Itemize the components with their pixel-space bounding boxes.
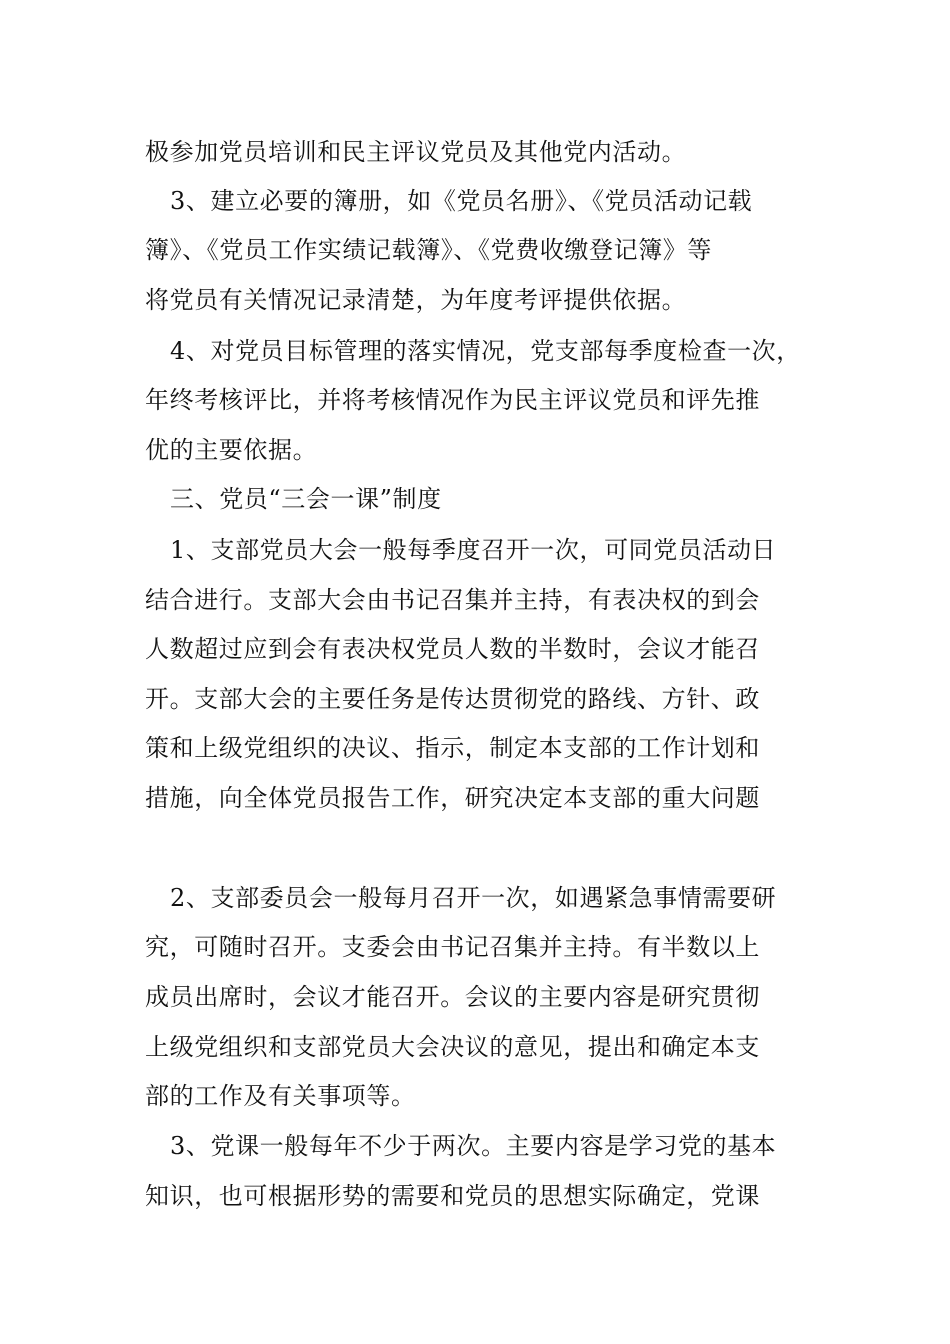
text-line: 簿》、《党员工作实绩记载簿》、《党费收缴登记簿》等 [145,236,712,264]
text-line: 开。支部大会的主要任务是传达贯彻党的路线、方针、政 [145,685,760,713]
text-line: 将党员有关情况记录清楚，为年度考评提供依据。 [145,286,687,314]
text-line: 4、对党员目标管理的落实情况，党支部每季度检查一次， [170,337,801,365]
text-line: 策和上级党组织的决议、指示，制定本支部的工作计划和 [145,734,760,762]
text-line: 部的工作及有关事项等。 [145,1082,416,1110]
text-line: 1、支部党员大会一般每季度召开一次，可同党员活动日 [170,536,777,564]
text-line: 3、建立必要的簿册，如《党员名册》、《党员活动记载 [170,187,753,215]
text-line: 优的主要依据。 [145,436,318,464]
text-line: 措施，向全体党员报告工作，研究决定本支部的重大问题 [145,784,760,812]
text-line: 上级党组织和支部党员大会决议的意见，提出和确定本支 [145,1033,760,1061]
text-line: 结合进行。支部大会由书记召集并主持，有表决权的到会 [145,586,760,614]
text-line: 年终考核评比，并将考核情况作为民主评议党员和评先推 [145,386,760,414]
text-line: 2、支部委员会一般每月召开一次，如遇紧急事情需要研 [170,884,777,912]
text-line: 极参加党员培训和民主评议党员及其他党内活动。 [145,138,687,166]
text-line: 3、党课一般每年不少于两次。主要内容是学习党的基本 [170,1132,777,1160]
section-heading: 三、党员“三会一课”制度 [170,485,442,513]
text-line: 成员出席时，会议才能召开。会议的主要内容是研究贯彻 [145,983,760,1011]
text-line: 究，可随时召开。支委会由书记召集并主持。有半数以上 [145,933,760,961]
text-line: 知识，也可根据形势的需要和党员的思想实际确定，党课 [145,1182,760,1210]
text-line: 人数超过应到会有表决权党员人数的半数时，会议才能召 [145,635,760,663]
